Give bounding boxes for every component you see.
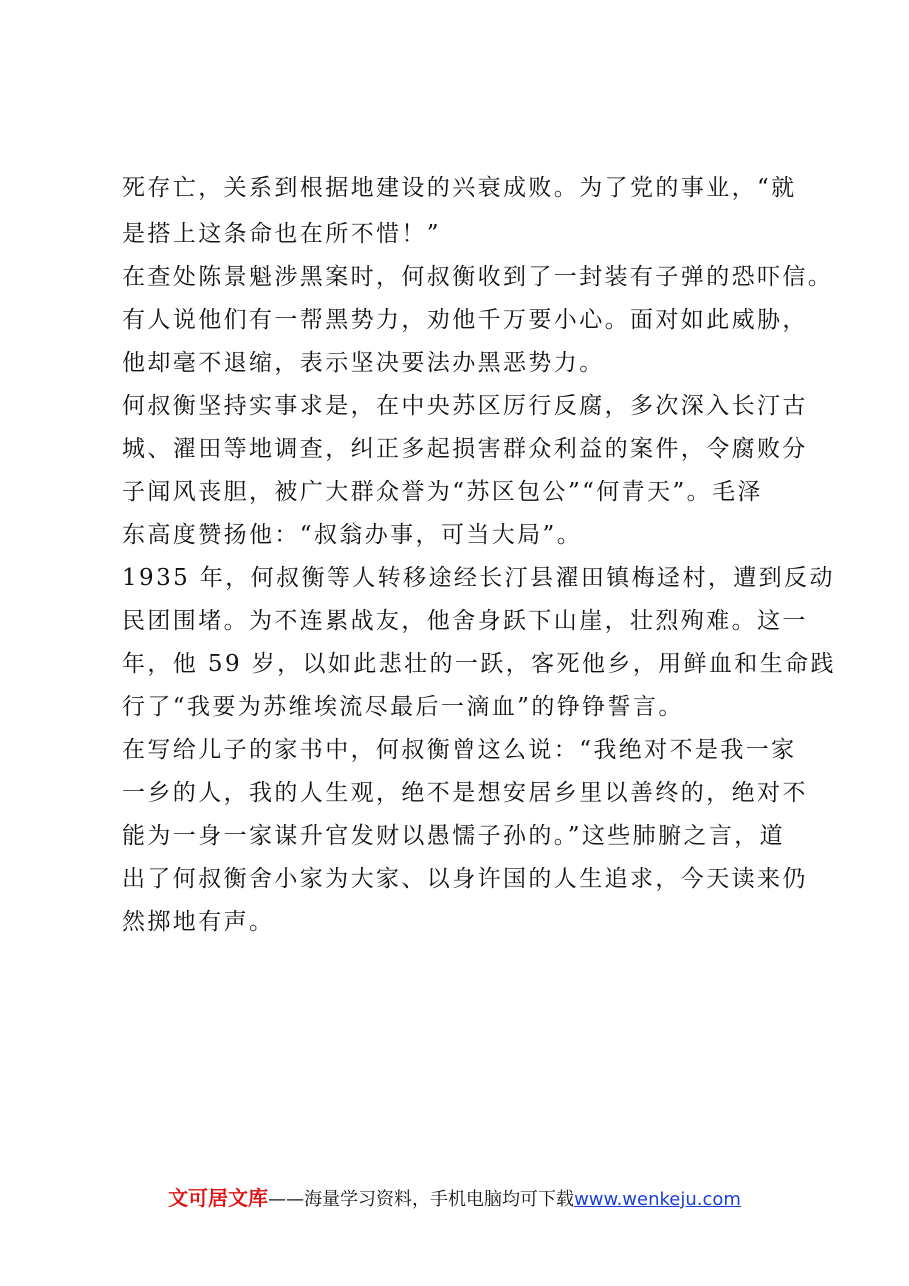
text-line: 东高度赞扬他：“叔翁办事，可当大局”。 <box>122 522 583 548</box>
footer-url-link[interactable]: www.wenkeju.com <box>574 1189 741 1210</box>
text-line: 然掷地有声。 <box>122 909 275 935</box>
footer-brand: 文可居文库 <box>168 1186 269 1210</box>
text-line: 是搭上这条命也在所不惜！” <box>122 221 441 247</box>
text-line: 行了“我要为苏维埃流尽最后一滴血”的铮铮誓言。 <box>122 694 684 720</box>
text-line: 在查处陈景魁涉黑案时，何叔衡收到了一封装有子弹的恐吓信。 <box>122 264 834 290</box>
text-line: 1935 年，何叔衡等人转移途经长汀县濯田镇梅迳村，遭到反动 <box>122 565 835 591</box>
text-line: 年，他 59 岁，以如此悲壮的一跃，客死他乡，用鲜血和生命践 <box>122 651 836 677</box>
text-line: 何叔衡坚持实事求是，在中央苏区厉行反腐，多次深入长汀古 <box>122 393 808 419</box>
footer-tagline: ——海量学习资料，手机电脑均可下载 <box>268 1189 575 1210</box>
text-line: 城、濯田等地调查，纠正多起损害群众利益的案件，令腐败分 <box>122 436 808 462</box>
text-line: 出了何叔衡舍小家为大家、以身许国的人生追求，今天读来仍 <box>122 866 808 892</box>
text-line: 一乡的人，我的人生观，绝不是想安居乡里以善终的，绝对不 <box>122 780 808 806</box>
text-line: 他却毫不退缩，表示坚决要法办黑恶势力。 <box>122 350 605 376</box>
text-line: 有人说他们有一帮黑势力，劝他千万要小心。面对如此威胁， <box>122 307 808 333</box>
text-line: 在写给儿子的家书中，何叔衡曾这么说：“我绝对不是我一家 <box>122 737 797 763</box>
text-line: 民团围堵。为不连累战友，他舍身跃下山崖，壮烈殉难。这一 <box>122 608 808 634</box>
text-line: 子闻风丧胆，被广大群众誉为“苏区包公”“何青天”。毛泽 <box>122 479 763 505</box>
text-line: 死存亡，关系到根据地建设的兴衰成败。为了党的事业，“就 <box>122 175 797 201</box>
text-line: 能为一身一家谋升官发财以愚懦子孙的。”这些肺腑之言，道 <box>122 823 786 849</box>
page-footer <box>0 1182 909 1211</box>
article-body <box>122 164 836 944</box>
